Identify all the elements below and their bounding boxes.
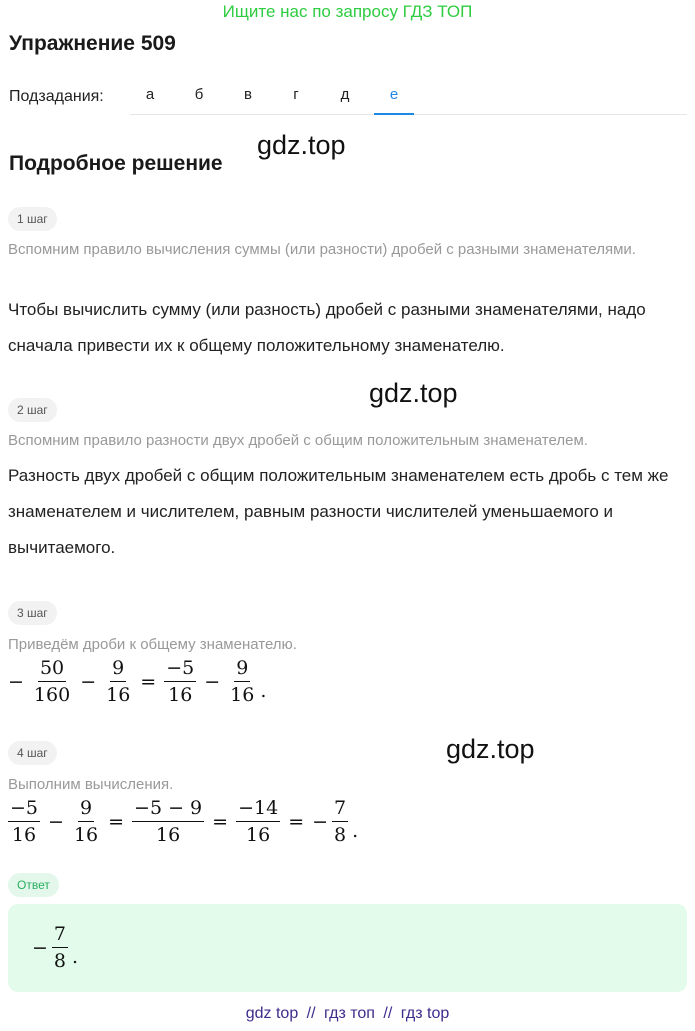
denominator: 16: [230, 684, 255, 706]
watermark: gdz.top: [446, 734, 535, 764]
answer-math: [32, 923, 78, 972]
period: .: [260, 680, 267, 702]
page-title: Упражнение 509: [9, 32, 176, 55]
minus-sign: −: [8, 670, 24, 693]
step-hint: Выполним вычисления.: [8, 776, 174, 793]
numerator: 9: [234, 657, 250, 682]
subtasks-tabs: [130, 78, 687, 115]
watermark: gdz.top: [369, 378, 458, 408]
step-badge: 1 шаг: [8, 207, 57, 231]
denominator: 16: [106, 684, 131, 706]
fraction: [236, 797, 280, 846]
numerator: 9: [110, 657, 126, 682]
fraction: [132, 797, 204, 846]
denominator: 16: [168, 684, 193, 706]
watermark: gdz.top: [257, 130, 346, 160]
step-text: Чтобы вычислить сумму (или разность) дробей с разными знаменателями, надо сначала привести их к общему положительному знаменателю.: [8, 300, 646, 355]
minus-sign: −: [48, 810, 64, 833]
equals-sign: =: [212, 810, 229, 833]
step-math: [8, 657, 266, 706]
tab-e[interactable]: е: [389, 86, 399, 103]
numerator: −5: [164, 657, 196, 682]
fraction: [32, 657, 72, 706]
footer-separator: //: [306, 1005, 316, 1022]
fraction: [72, 797, 100, 846]
answer-badge: Ответ: [8, 873, 59, 897]
numerator: 7: [332, 797, 348, 822]
step-hint: Вспомним правило разности двух дробей с общим положительным знаменателем.: [8, 432, 588, 449]
tab-v[interactable]: в: [244, 86, 252, 103]
promo-banner: Ищите нас по запросу ГДЗ ТОП: [222, 2, 473, 21]
fraction: [52, 923, 68, 972]
numerator: −5 − 9: [132, 797, 204, 822]
minus-sign: −: [80, 670, 97, 693]
denominator: 160: [33, 684, 71, 706]
answer-box: [8, 904, 687, 992]
fraction: [8, 797, 40, 846]
denominator: 16: [11, 824, 37, 846]
fraction: [164, 657, 196, 706]
fraction: [104, 657, 132, 706]
tab-b[interactable]: б: [194, 86, 204, 103]
step-badge: 3 шаг: [8, 601, 57, 625]
footer-link[interactable]: гдз top: [400, 1005, 450, 1022]
active-tab-indicator: [374, 113, 414, 115]
tab-a[interactable]: а: [145, 86, 155, 103]
minus-sign: −: [32, 936, 48, 959]
period: .: [352, 820, 359, 842]
numerator: 9: [78, 797, 94, 822]
step-text: Разность двух дробей с общим положительным знаменателем есть дробь с тем же знаменателем и числителем, равным разности числителей уменьшаемого и вычитаемого.: [8, 466, 669, 557]
numerator: −5: [8, 797, 40, 822]
numerator: 50: [38, 657, 66, 682]
footer-separator: //: [383, 1005, 393, 1022]
numerator: −14: [236, 797, 280, 822]
minus-sign: −: [312, 810, 329, 833]
step-math: [8, 797, 358, 846]
fraction: [228, 657, 256, 706]
solution-heading: Подробное решение: [9, 152, 223, 175]
equals-sign: =: [108, 810, 125, 833]
footer-link[interactable]: gdz top: [245, 1005, 299, 1022]
tab-d[interactable]: д: [340, 86, 350, 103]
denominator: 8: [334, 824, 347, 846]
step-hint: Вспомним правило вычисления суммы (или разности) дробей с разными знаменателями.: [8, 241, 636, 258]
equals-sign: =: [288, 810, 305, 833]
denominator: 16: [156, 824, 181, 846]
step-badge: 4 шаг: [8, 741, 57, 765]
step-hint: Приведём дроби к общему знаменателю.: [8, 636, 297, 653]
minus-sign: −: [204, 670, 221, 693]
equals-sign: =: [140, 670, 157, 693]
period: .: [72, 946, 79, 968]
fraction: [332, 797, 348, 846]
tab-g[interactable]: г: [293, 86, 299, 103]
denominator: 16: [246, 824, 271, 846]
denominator: 8: [53, 950, 67, 972]
denominator: 16: [73, 824, 99, 846]
subtasks-label: Подзадания:: [9, 88, 104, 105]
numerator: 7: [52, 923, 68, 948]
step-badge: 2 шаг: [8, 398, 57, 422]
footer-links: [0, 1005, 695, 1023]
footer-link[interactable]: гдз топ: [324, 1005, 375, 1022]
